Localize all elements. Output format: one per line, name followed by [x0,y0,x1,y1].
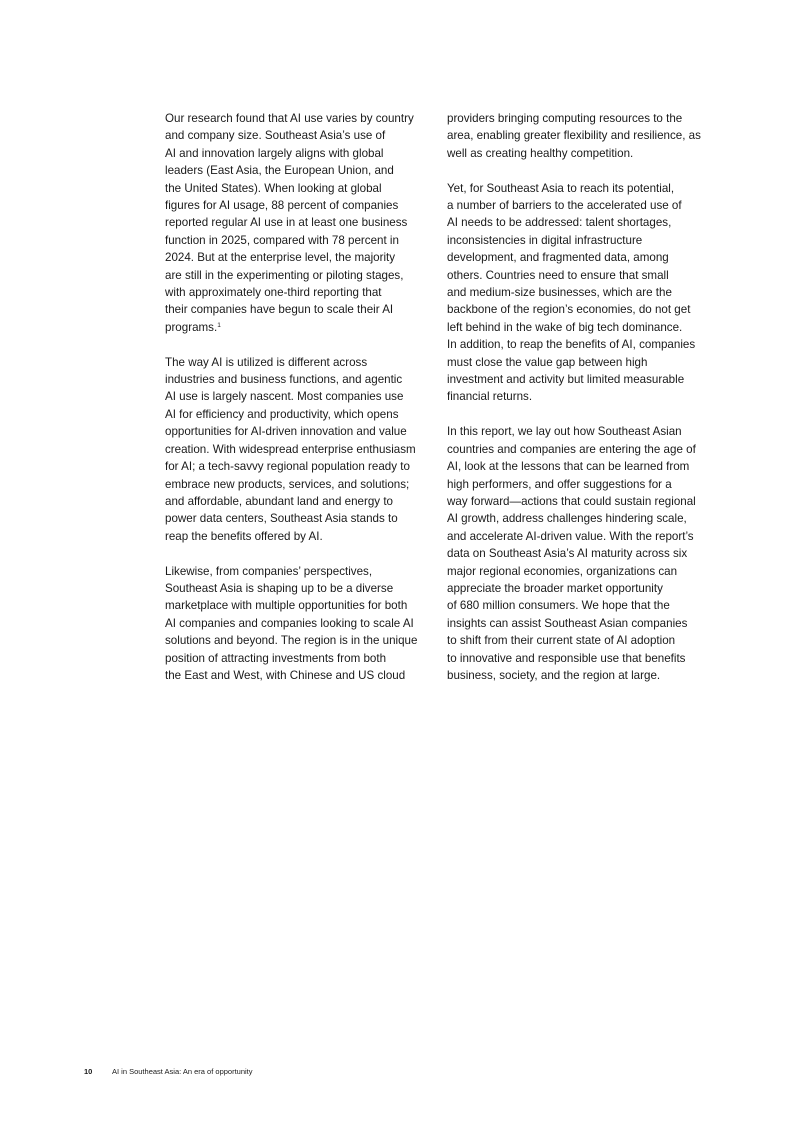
text-line: In this report, we lay out how Southeast Asian [447,425,682,439]
text-line: providers bringing computing resources to the [447,112,683,125]
text-line: Yet, for Southeast Asia to reach its potential, [447,181,675,195]
text-line: for AI; a tech-savvy regional population ready to [165,460,410,474]
text-line: In addition, to reap the benefits of AI, companies [447,338,696,352]
text-line: embrace new products, services, and solutions; [165,477,410,491]
footnote-marker[interactable]: 1 [217,321,221,329]
right-column [447,110,715,702]
text-line: function in 2025, compared with 78 percent in [165,233,399,247]
text-line: power data centers, Southeast Asia stands to [165,512,398,526]
text-line: a number of barriers to the accelerated use of [447,199,682,213]
text-line: AI for efficiency and productivity, which opens [165,407,399,421]
text-line: data on Southeast Asia’s AI maturity across six [447,547,688,561]
text-line: investment and activity but limited measurable [447,373,685,387]
text-line: to innovative and responsible use that benefits [447,651,686,665]
text-line: appreciate the broader market opportunity [447,581,663,595]
text-line: their companies have begun to scale their AI [165,303,394,317]
text-line: leaders (East Asia, the European Union, and [165,164,394,178]
text-line: reap the benefits offered by AI. [165,529,323,543]
text-line: others. Countries need to ensure that small [447,268,669,282]
text-line: figures for AI usage, 88 percent of companies [165,199,399,213]
text-line: are still in the experimenting or piloting stages, [165,268,404,282]
text-line: Likewise, from companies’ perspectives, [165,564,373,578]
text-line: reported regular AI use in at least one business [165,216,408,230]
text-line: industries and business functions, and agentic [165,373,403,387]
text-line: well as creating healthy competition. [447,146,634,160]
text-line: with approximately one-third reporting that [165,286,382,300]
text-line: inconsistencies in digital infrastructure [447,233,643,247]
text-line: solutions and beyond. The region is in the unique [165,634,418,648]
text-line: and medium-size businesses, which are the [447,286,672,300]
text-line: marketplace with multiple opportunities for both [165,599,408,613]
text-line: financial returns. [447,390,533,404]
text-line: the East and West, with Chinese and US cloud [165,668,406,682]
text-line: AI and innovation largely aligns with global [165,146,384,160]
text-line: AI growth, address challenges hindering scale, [447,512,687,526]
text-line: major regional economies, organizations can [447,564,678,578]
text-line: business, society, and the region at large. [447,668,661,682]
page-number: 10 [84,1067,93,1076]
paragraph [165,563,433,685]
report-title: AI in Southeast Asia: An era of opportunity [112,1067,253,1076]
text-line: of 680 million consumers. We hope that the [447,599,670,613]
text-line: area, enabling greater flexibility and resilience, as [447,129,701,143]
text-line: programs. [165,320,218,334]
text-line: to shift from their current state of AI adoption [447,634,676,648]
left-column [165,110,433,702]
text-line: The way AI is utilized is different across [165,355,368,369]
text-line: AI needs to be addressed: talent shortages, [447,216,672,230]
text-line: development, and fragmented data, among [447,251,669,265]
page-footer [84,1067,253,1077]
text-line: must close the value gap between high [447,355,648,369]
text-line: opportunities for AI-driven innovation and value [165,425,407,439]
text-line: Southeast Asia is shaping up to be a diverse [165,581,394,595]
text-line: creation. With widespread enterprise enthusiasm [165,442,416,456]
text-line: backbone of the region’s economies, do not get [447,303,691,317]
paragraph [447,180,715,406]
paragraph [165,110,433,336]
text-line: countries and companies are entering the age of [447,442,696,456]
text-line: left behind in the wake of big tech dominance. [447,320,683,334]
paragraph [165,354,433,545]
text-line: AI companies and companies looking to scale AI [165,616,414,630]
text-line: the United States). When looking at global [165,181,382,195]
text-line: and affordable, abundant land and energy to [165,494,393,508]
paragraph [447,423,715,684]
paragraph [447,110,715,162]
text-line: 2024. But at the enterprise level, the majority [165,251,396,265]
text-line: and company size. Southeast Asia’s use of [165,129,386,143]
text-line: insights can assist Southeast Asian companies [447,616,688,630]
text-line: high performers, and offer suggestions for a [447,477,672,491]
text-line: position of attracting investments from both [165,651,387,665]
text-line: AI, look at the lessons that can be learned from [447,460,690,474]
text-line: and accelerate AI-driven value. With the report’s [447,529,694,543]
text-line-with-footnote [165,319,433,336]
text-line: way forward—actions that could sustain regional [447,494,696,508]
text-line: AI use is largely nascent. Most companies use [165,390,404,404]
text-line: Our research found that AI use varies by country [165,112,414,125]
